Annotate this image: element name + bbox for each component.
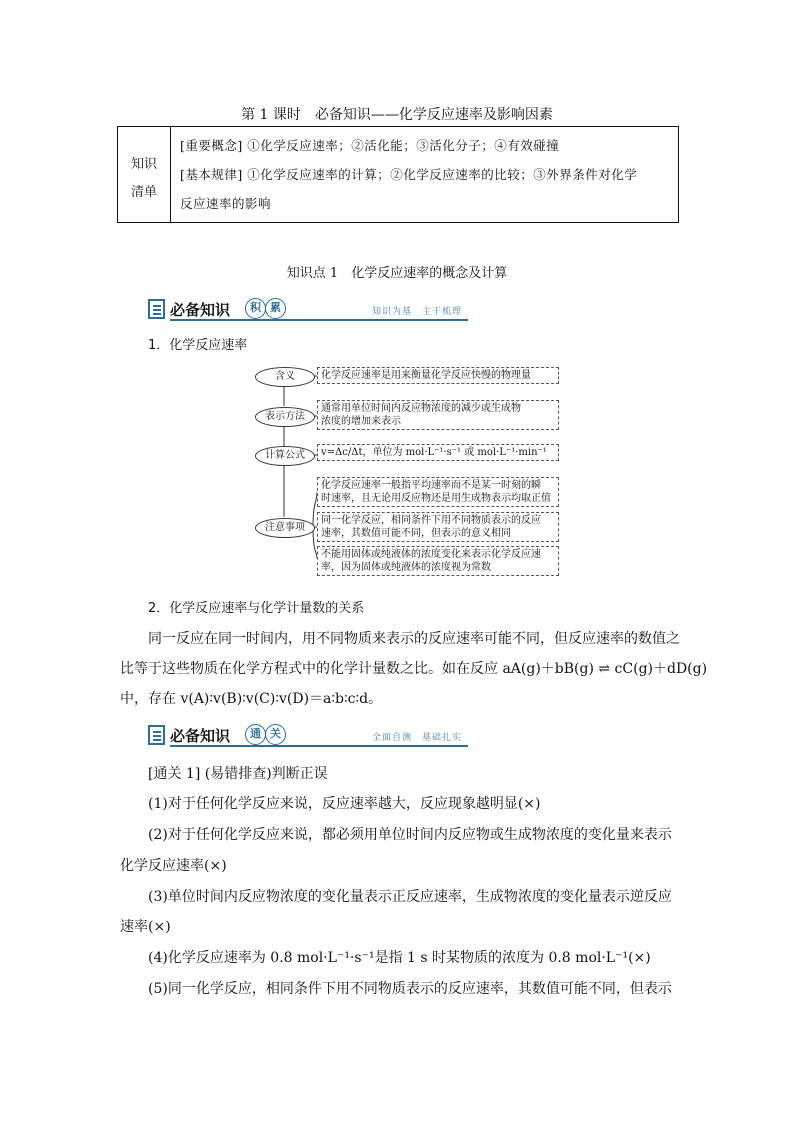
summary-row-rules-cont: 反应速率的影响 — [180, 196, 272, 211]
box-meaning-text: 化学反应速率是用来衡量化学反应快慢的物理量 — [321, 370, 531, 381]
section2-heading: 2．化学反应速率与化学计量数的关系 — [148, 601, 365, 616]
box-note-1 — [317, 477, 559, 507]
summary-header-line1: 知识 — [130, 157, 157, 172]
banner-pass — [148, 723, 468, 749]
node-expression: 表示方法 — [255, 407, 315, 427]
summary-row-rules: [基本规律] ①化学反应速率的计算；②化学反应速率的比较；③外界条件对化学 — [180, 167, 638, 182]
banner-label: 必备知识 — [170, 727, 231, 745]
box-expression-line1: 通常用单位时间内反应物浓度的减少或生成物 — [321, 403, 521, 414]
banner-stamp-1: 通 — [245, 724, 266, 745]
banner-label: 必备知识 — [170, 301, 231, 319]
box-note1-line2: 时速率，且无论用反应物还是用生成物表示均取正值 — [321, 493, 551, 504]
summary-row-concepts: [重要概念] ①化学反应速率；②活化能；③活化分子；④有效碰撞 — [180, 138, 560, 153]
item-2: (2)对于任何化学反应来说，都必须用单位时间内反应物或生成物浓度的变化量来表示 — [148, 827, 672, 843]
node-formula: 计算公式 — [255, 446, 315, 466]
book-icon — [148, 725, 165, 745]
item-4: (4)化学反应速率为 0.8 mol·L⁻¹·s⁻¹是指 1 s 时某物质的浓度为 0.8 mol·L⁻¹(×) — [148, 950, 651, 966]
banner-stamp-1: 积 — [245, 298, 266, 319]
box-note-2 — [317, 512, 559, 542]
banner-stamp-2: 累 — [265, 298, 286, 319]
box-note-3 — [317, 546, 559, 576]
item-1: (1)对于任何化学反应来说，反应速率越大，反应现象越明显(×) — [148, 796, 541, 812]
box-formula-text: v=Δc/Δt，单位为 mol·L⁻¹·s⁻¹ 或 mol·L⁻¹·min⁻¹ — [321, 447, 547, 458]
section2-line3: 中，存在 v(A)∶v(B)∶v(C)∶v(D)＝a∶b∶c∶d。 — [120, 691, 383, 707]
knowledge-point-title: 知识点 1 化学反应速率的概念及计算 — [286, 266, 508, 281]
knowledge-summary-table — [117, 126, 679, 223]
box-note2-line1: 同一化学反应，相同条件下用不同物质表示的反应 — [321, 515, 541, 526]
box-expression-line2: 浓度的增加来表示 — [321, 416, 401, 427]
box-expression — [317, 400, 559, 430]
box-note3-line1: 不能用固体或纯液体的浓度变化来表示化学反应速 — [321, 549, 541, 560]
box-note2-line2: 速率，其数值可能不同，但表示的意义相同 — [321, 528, 511, 539]
summary-header-line2: 清单 — [130, 185, 157, 200]
item-3: (3)单位时间内反应物浓度的变化量表示正反应速率，生成物浓度的变化量表示逆反应 — [148, 889, 672, 905]
section1-heading: 1．化学反应速率 — [148, 338, 248, 353]
node-notes: 注意事项 — [255, 518, 315, 538]
banner-rule — [170, 319, 468, 321]
pass-heading: [通关 1] (易错排查)判断正误 — [148, 766, 328, 782]
box-meaning — [317, 367, 559, 384]
box-formula — [317, 444, 559, 461]
section2-line1: 同一反应在同一时间内，用不同物质来表示的反应速率可能不同，但反应速率的数值之 — [148, 631, 680, 647]
banner-rule — [170, 745, 468, 747]
banner-tag: 全面自测 基础扎实 — [371, 733, 462, 743]
banner-essential-knowledge — [148, 297, 468, 323]
page-title: 第 1 课时 必备知识——化学反应速率及影响因素 — [241, 107, 553, 123]
rate-concept-diagram — [255, 362, 565, 580]
banner-tag: 知识为基 主干梳理 — [371, 307, 462, 317]
banner-stamp-2: 关 — [265, 724, 286, 745]
section2-line2: 比等于这些物质在化学方程式中的化学计量数之比。如在反应 aA(g)＋bB(g) ⇌ cC(g)＋dD(g) — [120, 661, 708, 677]
box-note3-line2: 率，因为固体或纯液体的浓度视为常数 — [321, 562, 491, 573]
item-2-cont: 化学反应速率(×) — [120, 858, 227, 874]
box-note1-line1: 化学反应速率一般指平均速率而不是某一时刻的瞬 — [321, 480, 541, 491]
node-meaning: 含义 — [255, 367, 315, 387]
item-3-cont: 速率(×) — [120, 919, 171, 935]
item-5: (5)同一化学反应，相同条件下用不同物质表示的反应速率，其数值可能不同，但表示 — [148, 981, 672, 997]
book-icon — [148, 299, 165, 319]
summary-header-cell — [118, 127, 171, 222]
